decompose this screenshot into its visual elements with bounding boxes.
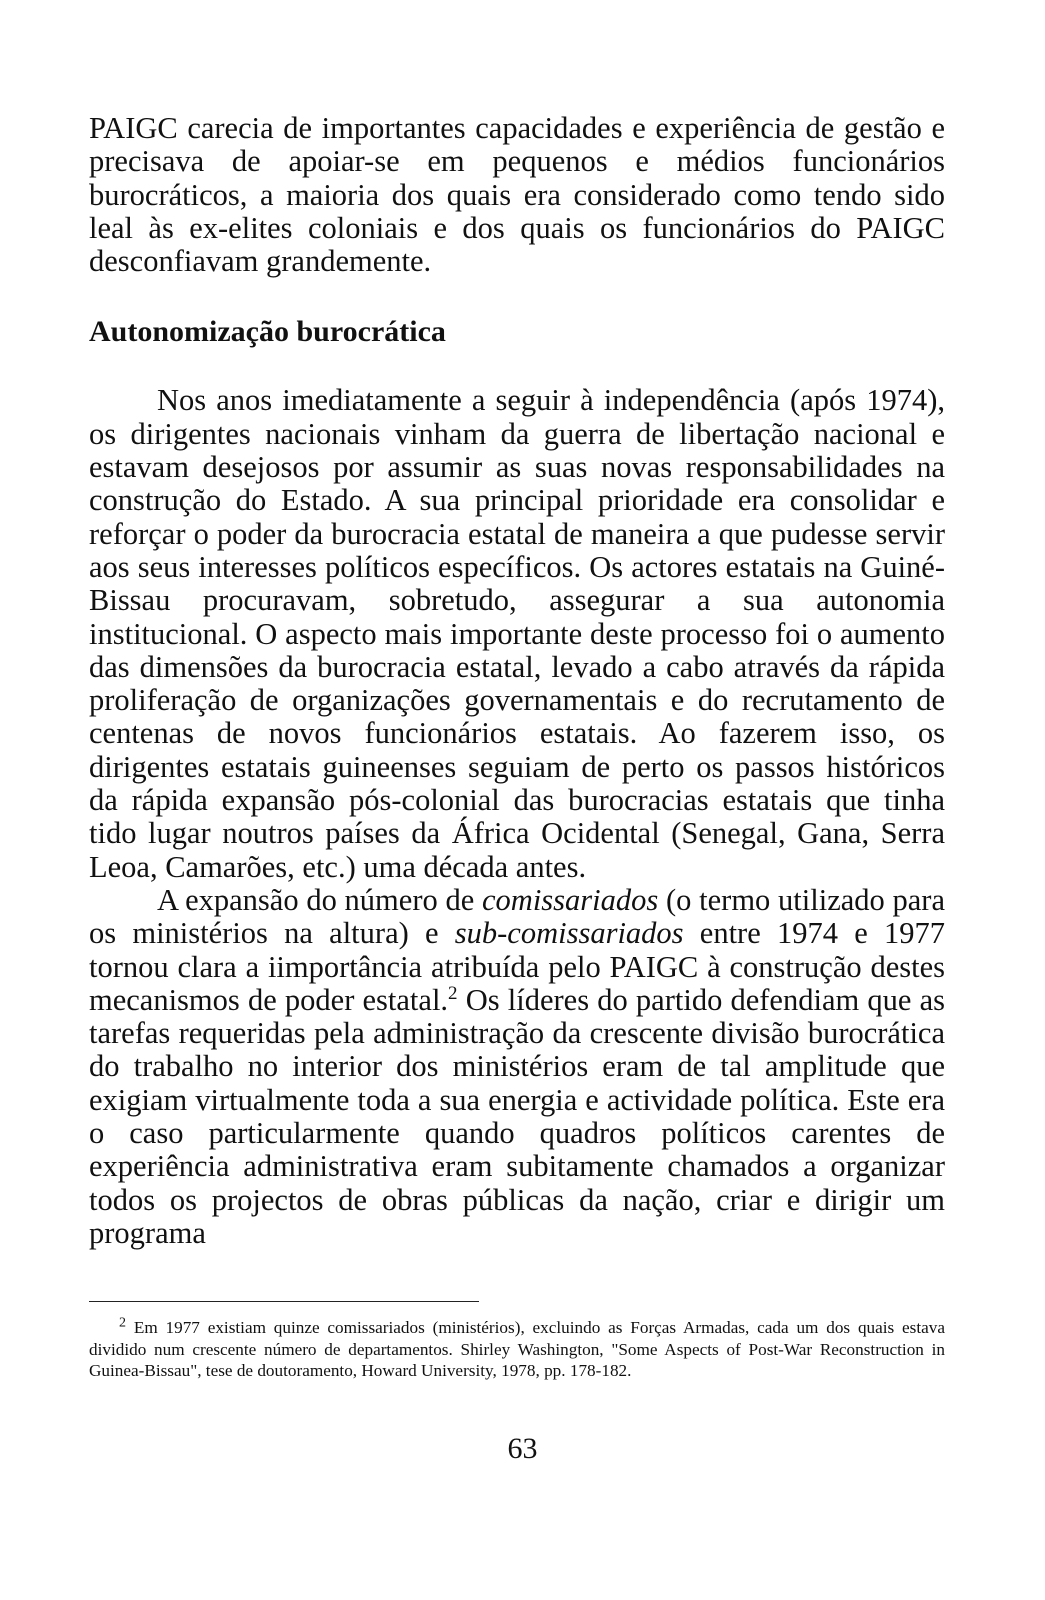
footnote <box>89 1317 945 1382</box>
paragraph-2-text: Os líderes do partido defendiam que as tarefas requeridas pela administração da crescente divisão burocrática do trabalho no interior dos ministérios eram de tal amplitude que exigiam virtualmente toda a sua energia e actividade política. Este era o caso particularmente quando quadros políticos carentes de experiência administrativa eram subitamente chamados a organizar todos os projectos de obras públicas da nação, criar e dirigir um programa <box>89 982 945 1250</box>
paragraph-2-text: (o termo utilizado para os ministérios na altura) e <box>89 882 945 951</box>
paragraph-1: Nos anos imediatamente a seguir à independência (após 1974), os dirigentes nacionais vinham da guerra de libertação nacional e estavam desejosos por assumir as suas novas responsabilidades na construção do Estado. A sua principal prioridade era consolidar e reforçar o poder da burocracia estatal de maneira a que pudesse servir aos seus interesses políticos específicos. Os actores estatais na Guiné-Bissau procuravam, sobretudo, assegurar a sua autonomia institucional. O aspecto mais importante deste processo foi o aumento das dimensões da burocracia estatal, levado a cabo através da rápida proliferação de organizações governamentais e do recrutamento de centenas de novos funcionários estatais. Ao fazerem isso, os dirigentes estatais guineenses seguiam de perto os passos históricos da rápida expansão pós-colonial das burocracias estatais que tinha tido lugar noutros países da África Ocidental (Senegal, Gana, Serra Leoa, Camarões, etc.) uma década antes. <box>89 383 945 884</box>
italic-term-sub-comissariados: sub-comissariados <box>454 916 684 951</box>
italic-term-comissariados: comissariados <box>482 882 659 917</box>
footnote-divider <box>89 1301 479 1302</box>
footnote-marker: 2 <box>119 1315 126 1331</box>
footnote-reference[interactable]: 2 <box>448 982 458 1004</box>
intro-paragraph: PAIGC carecia de importantes capacidades e experiência de gestão e precisava de apoiar-se em pequenos e médios funcionários burocráticos, a maioria dos quais era considerado como tendo sido leal às ex-elites coloniais e dos quais os funcionários do PAIGC desconfiavam grandemente. <box>89 111 945 279</box>
section-heading: Autonomização burocrática <box>89 315 446 349</box>
paragraph-2-text: A expansão do número de <box>157 882 483 917</box>
page-number: 63 <box>507 1432 538 1465</box>
footnote-text: Em 1977 existiam quinze comissariados (ministérios), excluindo as Forças Armadas, cada um dos quais estava dividido num crescente número de departamentos. Shirley Washington, "Some Aspects of Post-War Reconstruction in Guinea-Bissau", tese de doutoramento, Howard University, 1978, pp. 178-182. <box>89 1318 945 1380</box>
page-body <box>89 112 945 1250</box>
paragraph-2 <box>89 884 945 1250</box>
paragraph-2-text: entre 1974 e 1977 tornou clara a iimportância atribuída pelo PAIGC à construção destes mecanismos de poder estatal. <box>89 916 945 1017</box>
